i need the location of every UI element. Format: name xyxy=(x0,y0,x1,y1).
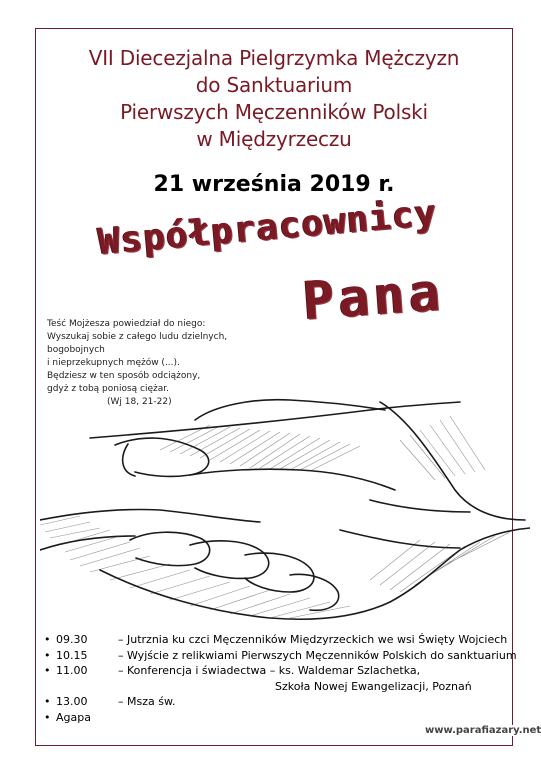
schedule-description: – Jutrznia ku czci Męczenników Międzyrzeckich we wsi Święty Wojciech xyxy=(118,633,508,646)
schedule-row xyxy=(44,632,514,648)
poster-title xyxy=(36,45,512,153)
schedule-row xyxy=(44,663,514,679)
quote-line: gdyż z tobą poniosą ciężar. xyxy=(47,384,170,394)
schedule-row-continuation xyxy=(44,679,514,695)
handshake-illustration xyxy=(40,380,530,625)
schedule-time: 10.15 xyxy=(56,648,88,662)
quote-line: i nieprzekupnych mężów (...). xyxy=(47,358,180,368)
title-line: Pierwszych Męczenników Polski xyxy=(120,100,428,124)
bullet: • xyxy=(44,710,51,724)
bullet: • xyxy=(44,648,51,662)
event-schedule xyxy=(44,632,517,725)
schedule-time: 13.00 xyxy=(56,695,88,708)
site-watermark: www.parafiazary.net xyxy=(423,725,541,736)
schedule-description: – Konferencja i świadectwa – ks. Waldemar Szlachetka, xyxy=(118,664,421,677)
title-line: VII Diecezjalna Pielgrzymka Mężczyzn xyxy=(88,46,460,70)
title-line: w Międzyrzeczu xyxy=(196,127,352,151)
schedule-time: 11.00 xyxy=(56,664,88,677)
schedule-row xyxy=(44,694,514,710)
quote-reference: (Wj 18, 21-22) xyxy=(107,397,172,407)
schedule-row xyxy=(44,710,514,726)
bullet: • xyxy=(44,633,51,646)
event-date: 21 września 2019 r. xyxy=(153,172,395,197)
theme-title-line1: Współpracownicy xyxy=(96,192,439,263)
bullet: • xyxy=(44,664,51,677)
quote-line: Będziesz w ten sposób odciążony, xyxy=(47,371,201,381)
bullet: • xyxy=(44,695,51,708)
schedule-time: Agapa xyxy=(56,710,91,724)
quote-line: Wyszukaj sobie z całego ludu dzielnych, bogobojnych xyxy=(47,332,228,355)
schedule-description-continuation: Szkoła Nowej Ewangelizacji, Poznań xyxy=(275,679,472,693)
quote-line: Teść Mojżesza powiedział do niego: xyxy=(47,319,206,329)
title-line: do Sanktuarium xyxy=(195,73,353,97)
theme-title-line2: Pana xyxy=(300,262,446,332)
schedule-description: – Wyjście z relikwiami Pierwszych Męczenników Polskich do sanktuarium xyxy=(118,648,517,662)
schedule-time: 09.30 xyxy=(56,633,88,646)
schedule-row xyxy=(44,648,517,664)
schedule-description: – Msza św. xyxy=(118,695,176,708)
